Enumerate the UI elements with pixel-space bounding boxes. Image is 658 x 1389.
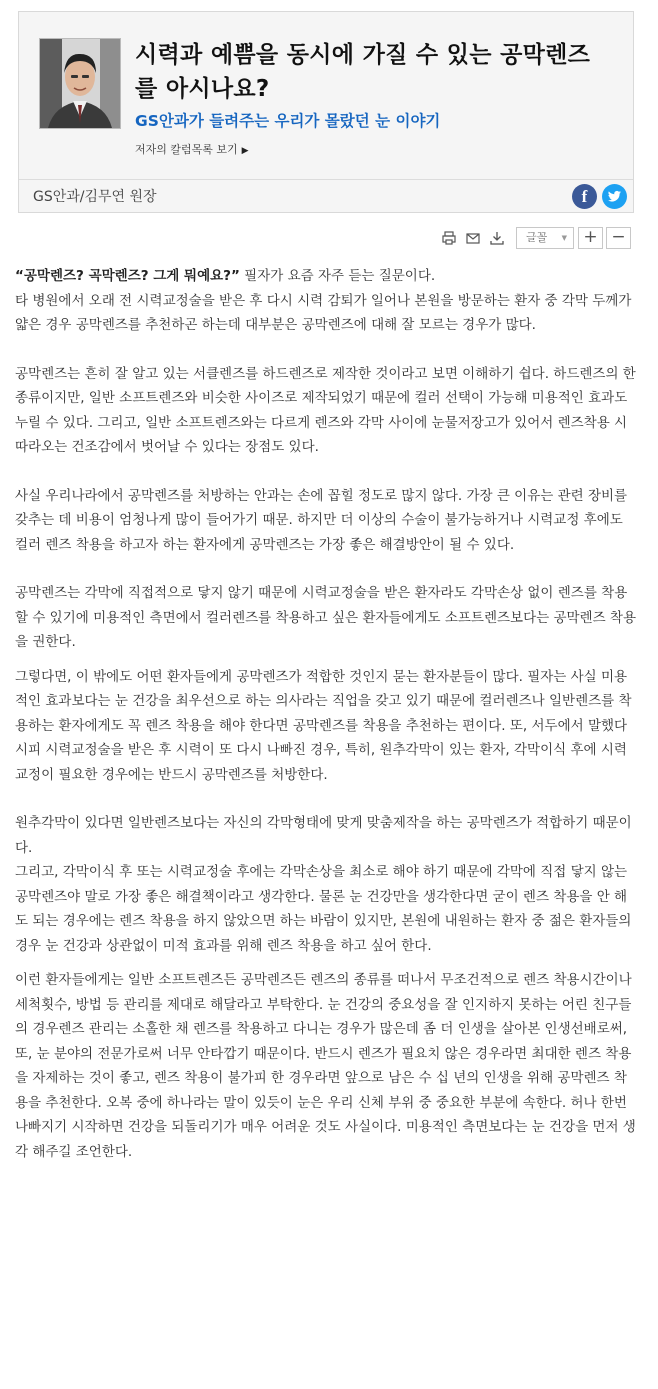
email-icon[interactable]	[464, 230, 482, 248]
twitter-share-button[interactable]	[602, 184, 627, 209]
spacer	[15, 655, 637, 665]
paragraph-5: 공막렌즈는 각막에 직접적으로 닿지 않기 때문에 시력교정술을 받은 환자라도 각막손상 없이 렌즈를 착용할 수 있기에 미용적인 측면에서 컬러렌즈를 착용하고 싶은 환자들에게도 소프트렌즈보다는 공막렌즈 착용을 권한다.	[15, 585, 637, 650]
print-icon[interactable]	[440, 230, 458, 248]
author-portrait-icon	[40, 39, 120, 128]
paragraph-1-text: 필자가 요즘 자주 듣는 질문이다.	[244, 268, 436, 284]
column-list-link-label: 저자의 칼럼목록 보기	[135, 143, 238, 156]
facebook-share-button[interactable]: f	[572, 184, 597, 209]
author-photo	[39, 38, 121, 129]
paragraph-3: 공막렌즈는 흔히 잘 알고 있는 서클렌즈를 하드렌즈로 제작한 것이라고 보면 이해하기 쉽다. 하드렌즈의 한 종류이지만, 일반 소프트렌즈와 비슷한 사이즈로 제작되었기 때문에 컬러 선택이 가능해 미용적인 효과도 누릴 수 있다. 그리고, 일반 소프트렌즈와는 다르게 렌즈와 각막 사이에 눈물저장고가 있어서 렌즈착용 시 따라오는 건조감에서 벗어날 수 있다는 장점도 있다.	[15, 365, 636, 455]
article-subtitle: GS안과가 들려주는 우리가 몰랐던 눈 이야기	[135, 112, 441, 130]
spacer	[15, 557, 637, 581]
lead-quote: “공막렌즈? 곡막렌즈? 그게 뭐예요?”	[15, 268, 240, 284]
spacer	[15, 460, 637, 484]
article-body	[15, 264, 637, 1164]
zoom-in-button[interactable]: +	[578, 227, 603, 249]
header-divider	[19, 179, 633, 180]
article-title: 시력과 예쁨을 동시에 가질 수 있는 공막렌즈를 아시나요?	[135, 42, 591, 102]
font-select-label: 글꼴	[526, 231, 548, 244]
paragraph-9: 이런 환자들에게는 일반 소프트렌즈든 공막렌즈든 렌즈의 종류를 떠나서 무조건적으로 렌즈 착용시간이나 세척횟수, 방법 등 관리를 제대로 해달라고 부탁한다. 눈 건강의 중요성을 잘 인지하지 못하는 어린 친구들의 경우렌즈 관리는 소홀한 채 렌즈를 착용하고 다니는 경우가 많은데 좀 더 인생을 살아본 인생선배로써, 또, 눈 분야의 전문가로써 너무 안타깝기 때문이다. 반드시 렌즈가 필요치 않은 경우라면 최대한 렌즈 착용을 자제하는 것이 좋고, 렌즈 착용이 불가피 한 경우라면 앞으로 남은 수 십 년의 인생을 위해 공막렌즈 착용을 추천한다. 오복 중에 하나라는 말이 있듯이 눈은 우리 신체 부위 중 중요한 부분에 속한다. 허나 한번 나빠지기 시작하면 건강을 되돌리기가 매우 어려운 것도 사실이다. 미용적인 측면보다는 눈 건강을 먼저 생각 해주길 조언한다.	[15, 972, 636, 1160]
caret-down-icon: ▼	[561, 234, 567, 242]
twitter-bird-icon	[602, 184, 627, 209]
paragraph-7: 원추각막이 있다면 일반렌즈보다는 자신의 각막형태에 맞게 맞춤제작을 하는 공막렌즈가 적합하기 때문이다.	[15, 815, 632, 856]
author-byline: GS안과/김무연 원장	[33, 189, 157, 205]
paragraph-1	[15, 264, 637, 289]
article-header	[18, 11, 634, 213]
paragraph-6: 그렇다면, 이 밖에도 어떤 환자들에게 공막렌즈가 적합한 것인지 묻는 환자분들이 많다. 필자는 사실 미용적인 효과보다는 눈 건강을 최우선으로 하는 의사라는 직업을 갖고 있기 때문에 컬러렌즈나 일반렌즈를 착용하는 환자에게도 꼭 렌즈 착용을 해야 한다면 공막렌즈를 착용을 추천하는 편이다. 또, 서두에서 말했다시피 시력교정술을 받은 후 시력이 또 다시 나빠진 경우, 특히, 원추각막이 있는 환자, 각막이식 후에 시력교정이 필요한 경우에는 반드시 공막렌즈를 처방한다.	[15, 668, 632, 783]
paragraph-4: 사실 우리나라에서 공막렌즈를 처방하는 안과는 손에 꼽힐 정도로 많지 않다. 가장 큰 이유는 관련 장비를 갖추는 데 비용이 엄청나게 많이 들어가기 때문. 하지만 더 이상의 수술이 불가능하거나 시력교정 후에도 컬러 렌즈 착용을 하고자 하는 환자에게 공막렌즈는 가장 좋은 해결방안이 될 수 있다.	[15, 487, 628, 553]
font-select[interactable]	[516, 227, 574, 249]
column-list-link[interactable]	[135, 142, 249, 159]
zoom-out-button[interactable]: −	[606, 227, 631, 249]
paragraph-8: 그리고, 각막이식 후 또는 시력교정술 후에는 각막손상을 최소로 해야 하기 때문에 각막에 직접 닿지 않는 공막렌즈야 말로 가장 좋은 해결책이라고 생각한다. 물론 눈 건강만을 생각한다면 굳이 렌즈 착용을 안 해도 되는 경우에는 렌즈 착용을 하지 않았으면 하는 바람이 있지만, 본원에 내원하는 환자 중 젊은 환자들의 경우 눈 건강과 상관없이 미적 효과를 위해 렌즈 착용을 하고 싶어 한다.	[15, 864, 632, 954]
spacer	[15, 958, 637, 968]
spacer	[15, 787, 637, 811]
spacer	[15, 338, 637, 362]
download-icon[interactable]	[488, 230, 506, 248]
play-arrow-icon: ▶	[241, 146, 249, 156]
paragraph-2: 타 병원에서 오래 전 시력교정술을 받은 후 다시 시력 감퇴가 일어나 본원을 방문하는 환자 중 각막 두께가 얇은 경우 공막렌즈를 추천하곤 하는데 대부분은 공막렌즈에 대해 잘 모르는 경우가 많다.	[15, 292, 632, 333]
